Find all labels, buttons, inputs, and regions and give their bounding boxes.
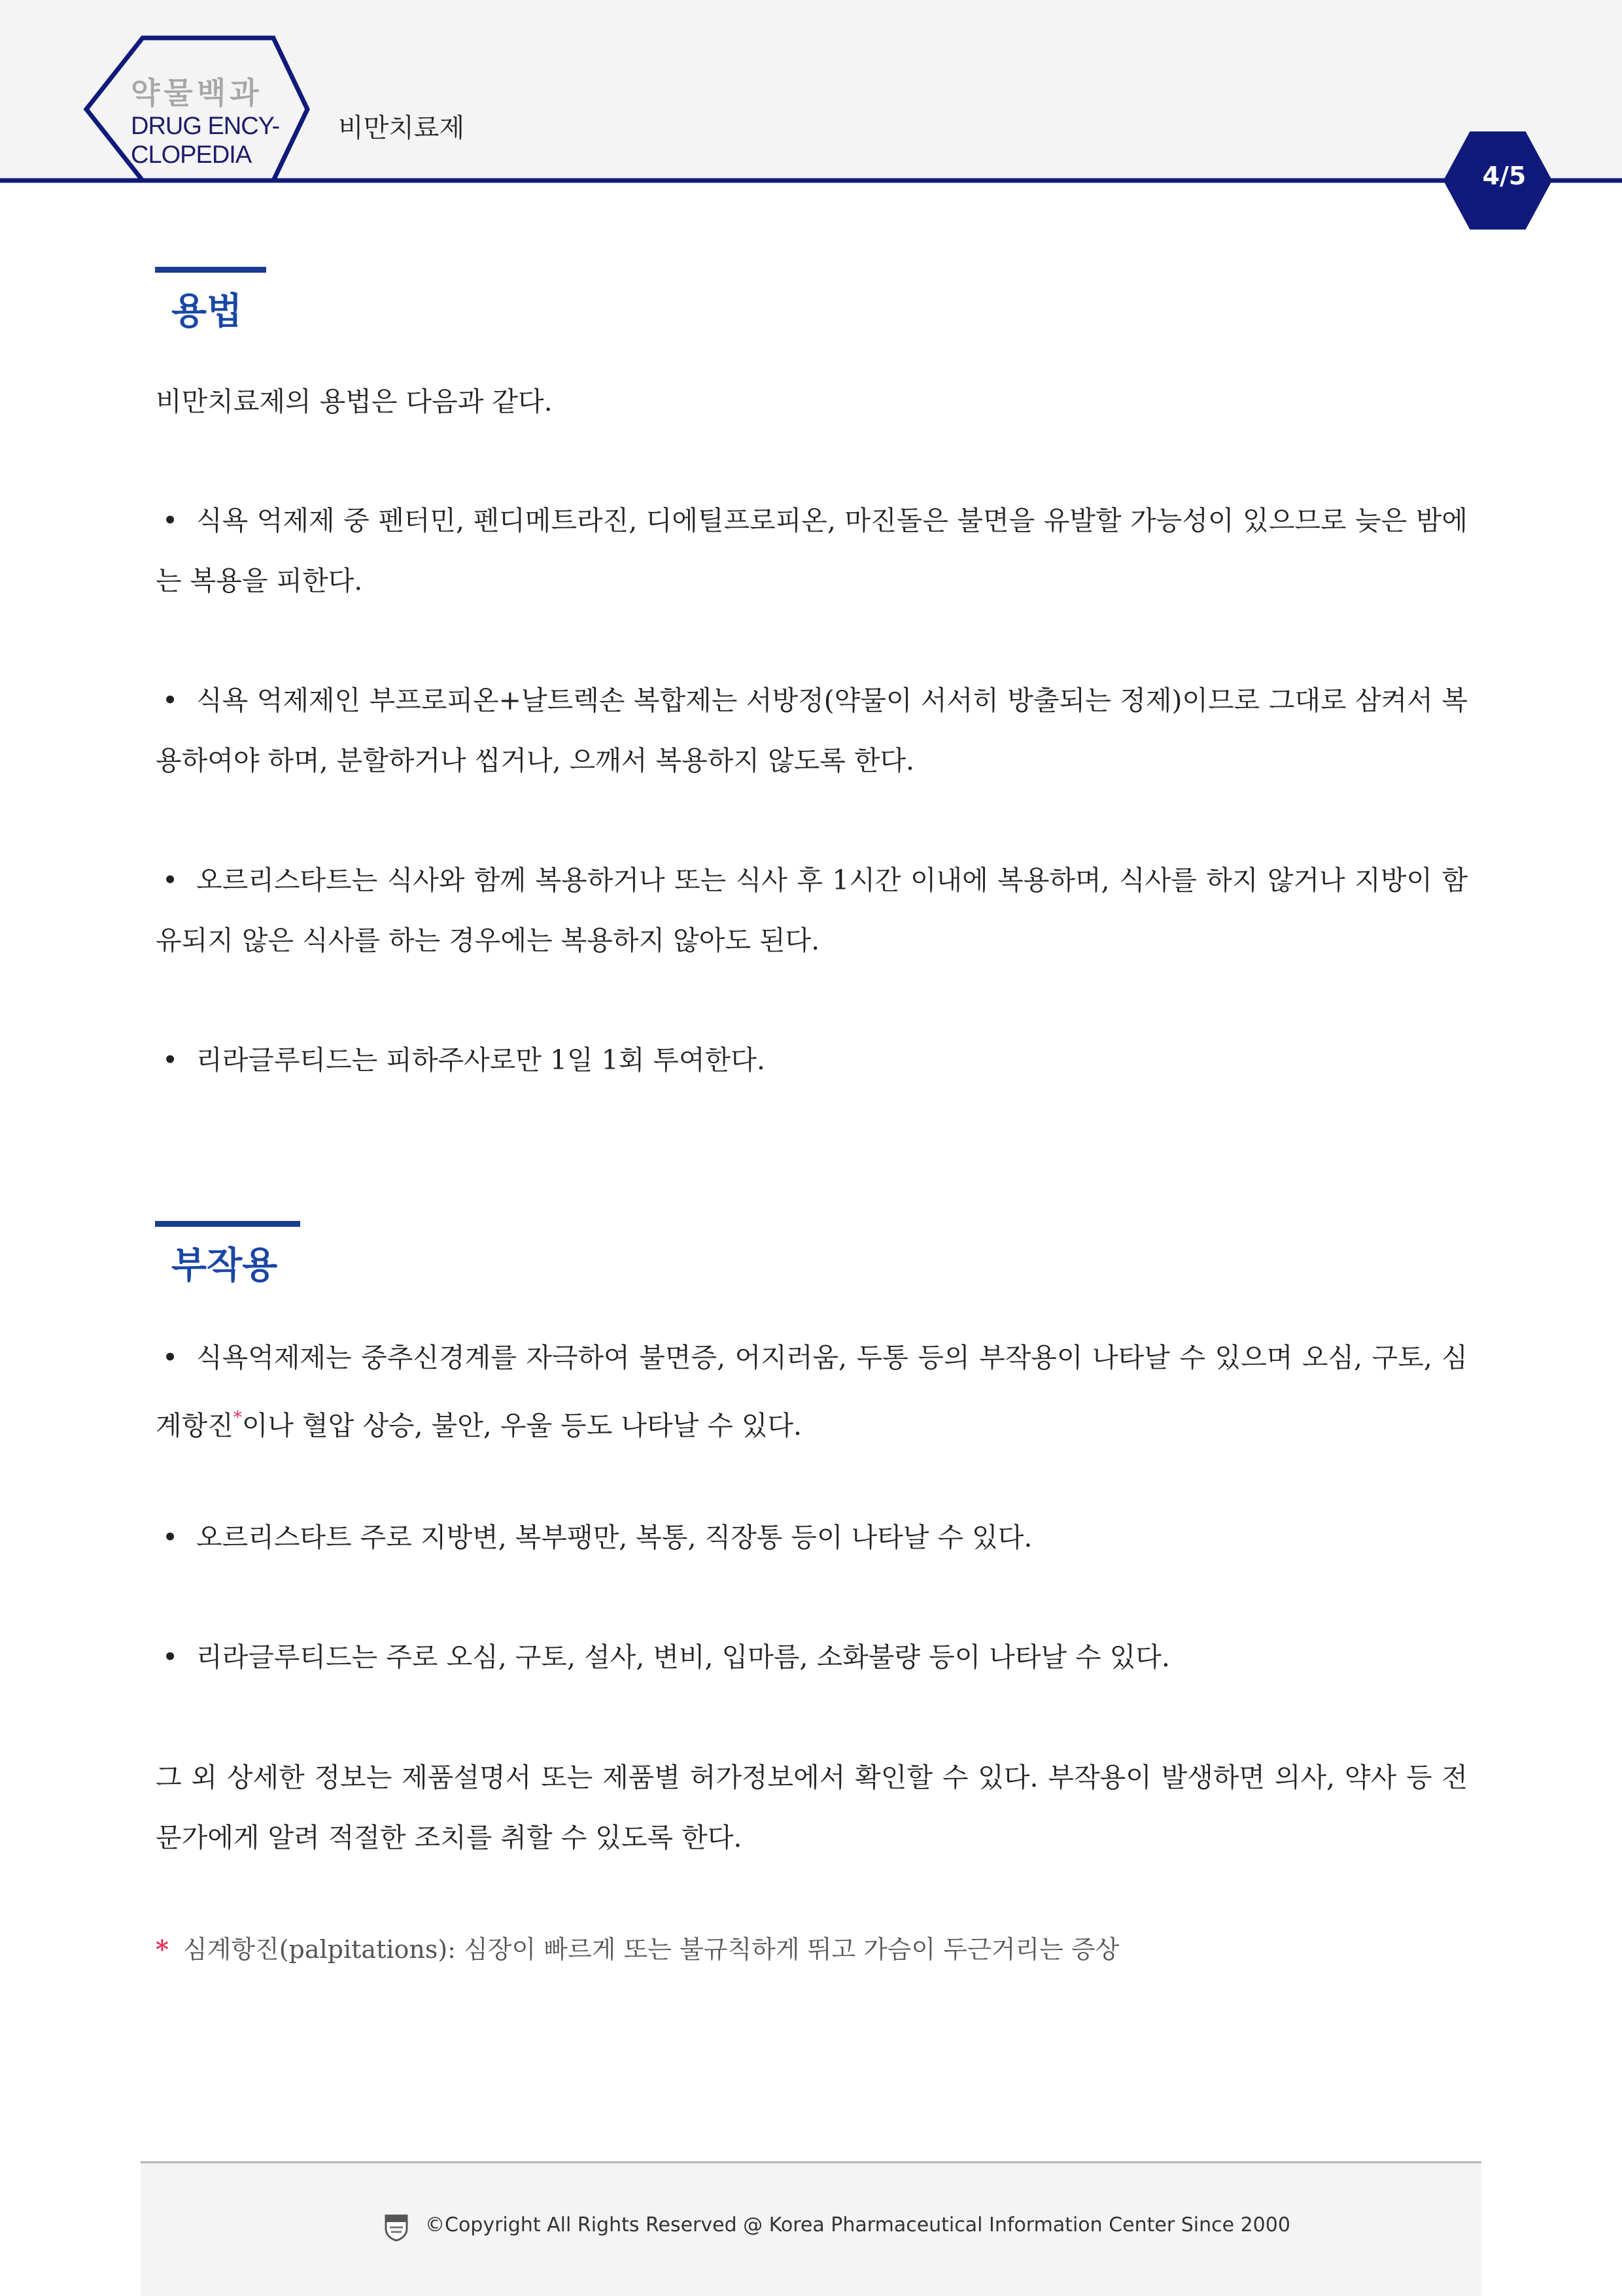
logo-english-line1: DRUG ENCY- — [131, 112, 280, 140]
side-effects-bullet-2-text: 오르리스타트 주로 지방변, 복부팽만, 복통, 직장통 등이 나타날 수 있다. — [196, 1522, 1033, 1553]
bullet-dot: • — [162, 1522, 179, 1553]
bullet-dot: • — [162, 505, 179, 536]
usage-bullet-1 — [156, 490, 1468, 611]
side-effects-bullet-1 — [156, 1328, 1468, 1456]
logo-english-line2: CLOPEDIA — [131, 141, 252, 169]
shield-emblem-icon — [383, 2213, 409, 2242]
usage-bullet-2 — [156, 670, 1468, 791]
page-number: 4/5 — [1482, 162, 1527, 190]
usage-bullet-2-text: 식욕 억제제인 부프로피온+날트렉손 복합제는 서방정(약물이 서서히 방출되는 정제)이므로 그대로 삼켜서 복용하여야 하며, 분할하거나 씹거나, 으깨서 복용하지 않도록 한다. — [156, 685, 1468, 776]
footer-copyright: ©Copyright All Rights Reserved @ Korea Pharmaceutical Information Center Since 2000 — [425, 2214, 1290, 2236]
side-effects-title: 부작용 — [171, 1244, 278, 1287]
usage-title: 용법 — [171, 290, 243, 333]
side-effects-bullet-3-text: 리라글루티드는 주로 오심, 구토, 설사, 변비, 입마름, 소화불량 등이 나타날 수 있다. — [196, 1641, 1170, 1673]
side-effects-bullet-1-text-b: 이나 혈압 상승, 불안, 우울 등도 나타날 수 있다. — [241, 1410, 802, 1441]
usage-bullet-1-text: 식욕 억제제 중 펜터민, 펜디메트라진, 디에틸프로피온, 마진돌은 불면을 유발할 가능성이 있으므로 늦은 밤에는 복용을 피한다. — [156, 505, 1468, 596]
bullet-dot: • — [162, 865, 179, 896]
logo-korean: 약물백과 — [131, 75, 263, 111]
side-effects-title-bar — [155, 1221, 300, 1227]
usage-title-bar — [155, 267, 266, 273]
side-effects-bullet-3 — [156, 1627, 1468, 1687]
document-category: 비만치료제 — [338, 113, 465, 143]
footnote-star: * — [156, 1934, 169, 1964]
bullet-dot: • — [162, 1044, 179, 1076]
footnote-marker: * — [233, 1408, 242, 1428]
usage-bullet-4-text: 리라글루티드는 피하주사로만 1일 1회 투여한다. — [196, 1044, 765, 1076]
usage-bullet-4 — [156, 1030, 1468, 1090]
bullet-dot: • — [162, 1641, 179, 1673]
footnote — [156, 1929, 1119, 1965]
side-effects-bullet-1-text-a: 식욕억제제는 중추신경계를 자극하여 불면증, 어지러움, 두통 등의 부작용이 나타날 수 있으며 오심, 구토, 심계항진 — [156, 1342, 1468, 1441]
usage-bullet-3 — [156, 850, 1468, 970]
usage-bullet-3-text: 오르리스타트는 식사와 함께 복용하거나 또는 식사 후 1시간 이내에 복용하며, 식사를 하지 않거나 지방이 함유되지 않은 식사를 하는 경우에는 복용하지 않아도 된다. — [156, 865, 1468, 956]
side-effects-closing: 그 외 상세한 정보는 제품설명서 또는 제품별 허가정보에서 확인할 수 있다. 부작용이 발생하면 의사, 약사 등 전문가에게 알려 적절한 조치를 취할 수 있도록 한다. — [156, 1762, 1468, 1853]
usage-intro: 비만치료제의 용법은 다음과 같다. — [156, 386, 553, 417]
side-effects-bullet-2 — [156, 1507, 1468, 1568]
footnote-text: 심계항진(palpitations): 심장이 빠르게 또는 불규칙하게 뛰고 가슴이 두근거리는 증상 — [182, 1935, 1120, 1964]
bullet-dot: • — [162, 1342, 179, 1373]
bullet-dot: • — [162, 685, 179, 716]
